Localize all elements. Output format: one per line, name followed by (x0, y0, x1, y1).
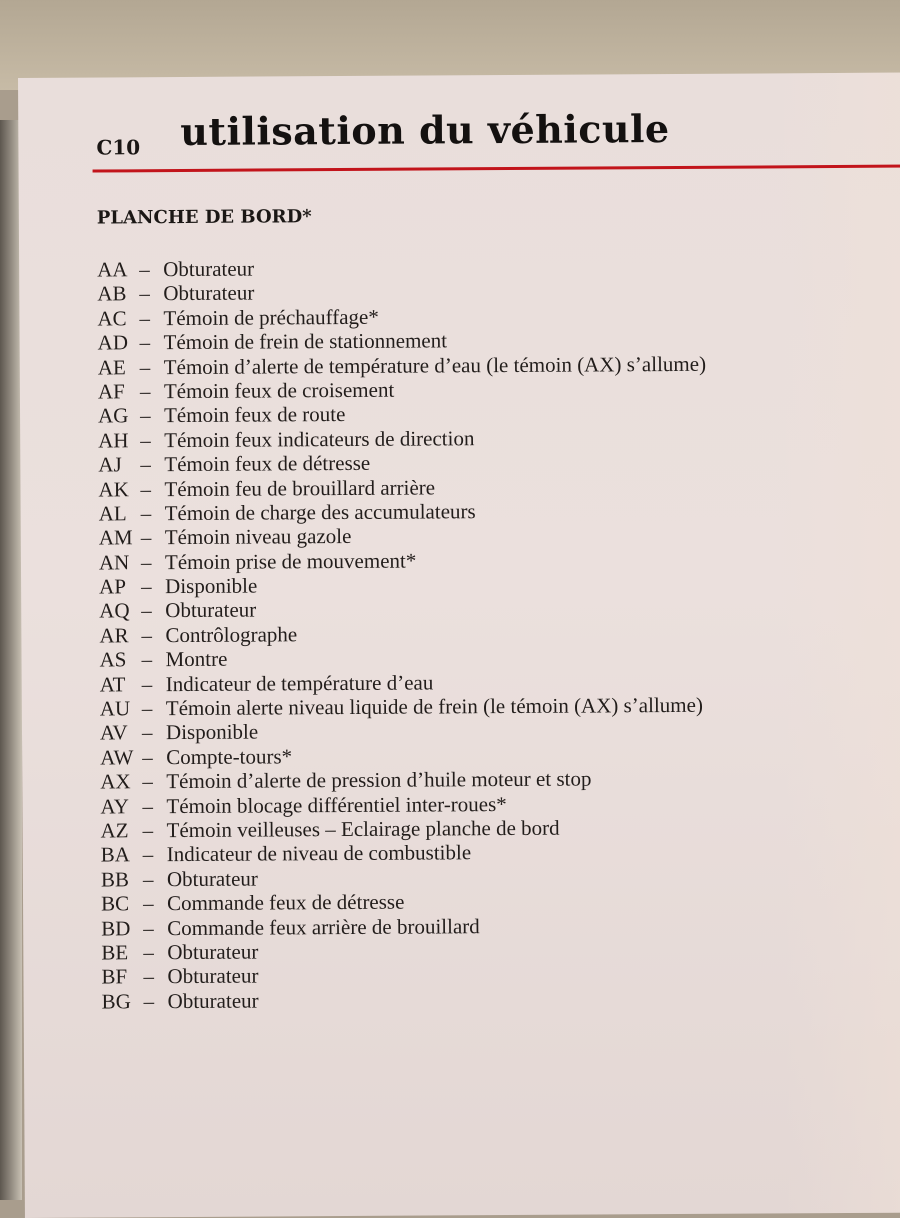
legend-label: Montre (165, 646, 228, 672)
legend-code: AX (100, 769, 131, 794)
legend-code: AJ (98, 452, 122, 477)
legend-label: Obturateur (166, 866, 258, 891)
legend-label: Obturateur (163, 280, 255, 306)
legend-label: Indicateur de niveau de combustible (166, 840, 472, 867)
legend-separator: – (142, 793, 154, 818)
legend-item (100, 766, 708, 794)
legend-separator: – (141, 671, 153, 696)
legend-item (101, 888, 709, 916)
legend-separator: – (139, 403, 151, 428)
legend-code: BB (100, 867, 129, 892)
legend-separator: – (139, 305, 151, 331)
legend-item (98, 473, 706, 501)
legend-item (101, 839, 709, 867)
legend-code: AR (99, 623, 129, 648)
legend-label: Témoin alerte niveau liquide de frein (le témoin (AX) s’allume) (165, 692, 703, 721)
legend-code: AN (98, 550, 130, 575)
legend-item (101, 961, 709, 989)
legend-item (101, 912, 709, 940)
legend-separator: – (140, 452, 151, 477)
legend-code: AD (97, 330, 129, 355)
legend-item (99, 644, 707, 672)
legend-code: AS (99, 647, 127, 672)
legend-item (97, 278, 705, 306)
legend-code: BF (101, 964, 128, 989)
legend-code: BA (100, 842, 131, 867)
page-title: utilisation du véhicule (180, 106, 670, 155)
legend-code: AA (97, 257, 128, 282)
legend-item (100, 693, 708, 721)
legend-separator: – (143, 988, 155, 1013)
legend-item (101, 815, 709, 843)
legend-separator: – (143, 964, 155, 989)
legend-separator: – (142, 769, 153, 794)
legend-separator: – (141, 598, 152, 623)
legend-item (100, 790, 708, 818)
legend-separator: – (141, 647, 153, 672)
legend-label: Contrôlographe (165, 622, 298, 647)
legend-item (101, 864, 709, 892)
legend-label: Témoin feux de détresse (164, 450, 371, 477)
legend-item (98, 400, 706, 428)
legend-item (98, 425, 706, 453)
legend-label: Indicateur de température d’eau (165, 670, 434, 696)
legend-item (97, 254, 705, 282)
legend-code: BG (101, 989, 131, 1014)
legend-item (99, 498, 707, 526)
page-light-shade (778, 73, 900, 1214)
legend-code: AZ (100, 818, 129, 843)
legend-label: Disponible (165, 573, 258, 599)
section-heading: PLANCHE DE BORD* (96, 206, 312, 229)
legend-item (99, 571, 707, 599)
legend-label: Obturateur (163, 256, 255, 282)
legend-separator: – (139, 379, 151, 404)
legend-item (100, 717, 708, 745)
legend-item (98, 449, 706, 477)
legend-item (100, 668, 708, 696)
legend-separator: – (139, 354, 151, 379)
legend-label: Obturateur (167, 963, 259, 989)
legend-label: Témoin de charge des accumulateurs (164, 499, 476, 526)
legend-label: Commande feux arrière de brouillard (167, 913, 480, 940)
legend-separator: – (142, 891, 154, 916)
legend-item (99, 546, 707, 574)
legend-separator: – (139, 330, 151, 355)
legend-label: Témoin de frein de stationnement (163, 328, 448, 355)
legend-code: AQ (99, 598, 130, 623)
legend-label: Témoin feu de brouillard arrière (164, 474, 436, 501)
legend-item (97, 303, 705, 331)
legend-label: Témoin niveau gazole (164, 524, 352, 550)
legend-separator: – (141, 720, 153, 745)
legend-label: Obturateur (167, 939, 259, 965)
legend-separator: – (140, 501, 152, 526)
legend-code: AL (98, 501, 127, 526)
legend-separator: – (139, 257, 150, 282)
legend-label: Témoin blocage différentiel inter-roues* (166, 791, 507, 818)
legend-code: AM (98, 525, 133, 550)
legend-separator: – (141, 574, 152, 599)
legend-separator: – (142, 842, 154, 867)
legend-item (99, 522, 707, 550)
legend-separator: – (143, 915, 154, 940)
legend-separator: – (140, 549, 152, 574)
legend-label: Compte-tours* (166, 744, 293, 769)
legend-code: AF (97, 379, 125, 404)
legend-code: AY (100, 793, 129, 819)
legend-item (100, 742, 708, 770)
legend-separator: – (142, 745, 153, 770)
book-page (18, 73, 900, 1218)
legend-code: AK (98, 476, 129, 502)
legend-code: AC (97, 306, 127, 331)
legend-code: AB (97, 281, 127, 306)
legend-code: BD (101, 915, 131, 941)
legend-separator: – (140, 427, 151, 452)
legend-item (101, 937, 709, 965)
legend-label: Témoin d’alerte de température d’eau (le témoin (AX) s’allume) (163, 351, 707, 379)
legend-label: Témoin feux de route (163, 402, 346, 428)
legend-separator: – (141, 696, 153, 721)
section-code: C10 (96, 135, 141, 160)
legend-separator: – (140, 525, 152, 550)
legend-item (99, 620, 707, 648)
legend-code: AV (99, 720, 128, 745)
legend-separator: – (142, 866, 154, 892)
legend-separator: – (140, 476, 152, 501)
legend-label: Témoin prise de mouvement* (164, 548, 417, 574)
legend-code: AP (99, 574, 127, 599)
legend-label: Commande feux de détresse (166, 889, 405, 916)
legend-label: Témoin d’alerte de pression d’huile moteur et stop (166, 766, 592, 794)
legend-label: Témoin de préchauffage* (163, 304, 379, 330)
legend-label: Obturateur (167, 988, 259, 1013)
legend-item (98, 327, 706, 355)
legend-item (99, 595, 707, 623)
legend-label: Disponible (165, 719, 259, 745)
legend-code: AU (99, 696, 131, 721)
legend-item (102, 986, 710, 1014)
legend-code: AH (98, 428, 129, 453)
legend-code: BE (101, 940, 129, 965)
legend-label: Témoin feux de croisement (163, 377, 395, 404)
legend-separator: – (142, 818, 154, 843)
legend-label: Obturateur (165, 598, 257, 623)
legend-separator: – (139, 281, 150, 306)
legend-label: Témoin veilleuses – Eclairage planche de bord (166, 815, 560, 843)
legend-separator: – (143, 940, 154, 965)
dashboard-legend-list (97, 254, 710, 1014)
legend-item (98, 376, 706, 404)
legend-code: BC (100, 891, 130, 916)
legend-code: AG (97, 403, 129, 428)
legend-label: Témoin feux indicateurs de direction (164, 425, 475, 452)
legend-code: AE (97, 354, 126, 380)
legend-separator: – (141, 623, 152, 648)
legend-code: AW (100, 745, 134, 770)
legend-item (98, 351, 706, 379)
legend-code: AT (99, 671, 126, 697)
